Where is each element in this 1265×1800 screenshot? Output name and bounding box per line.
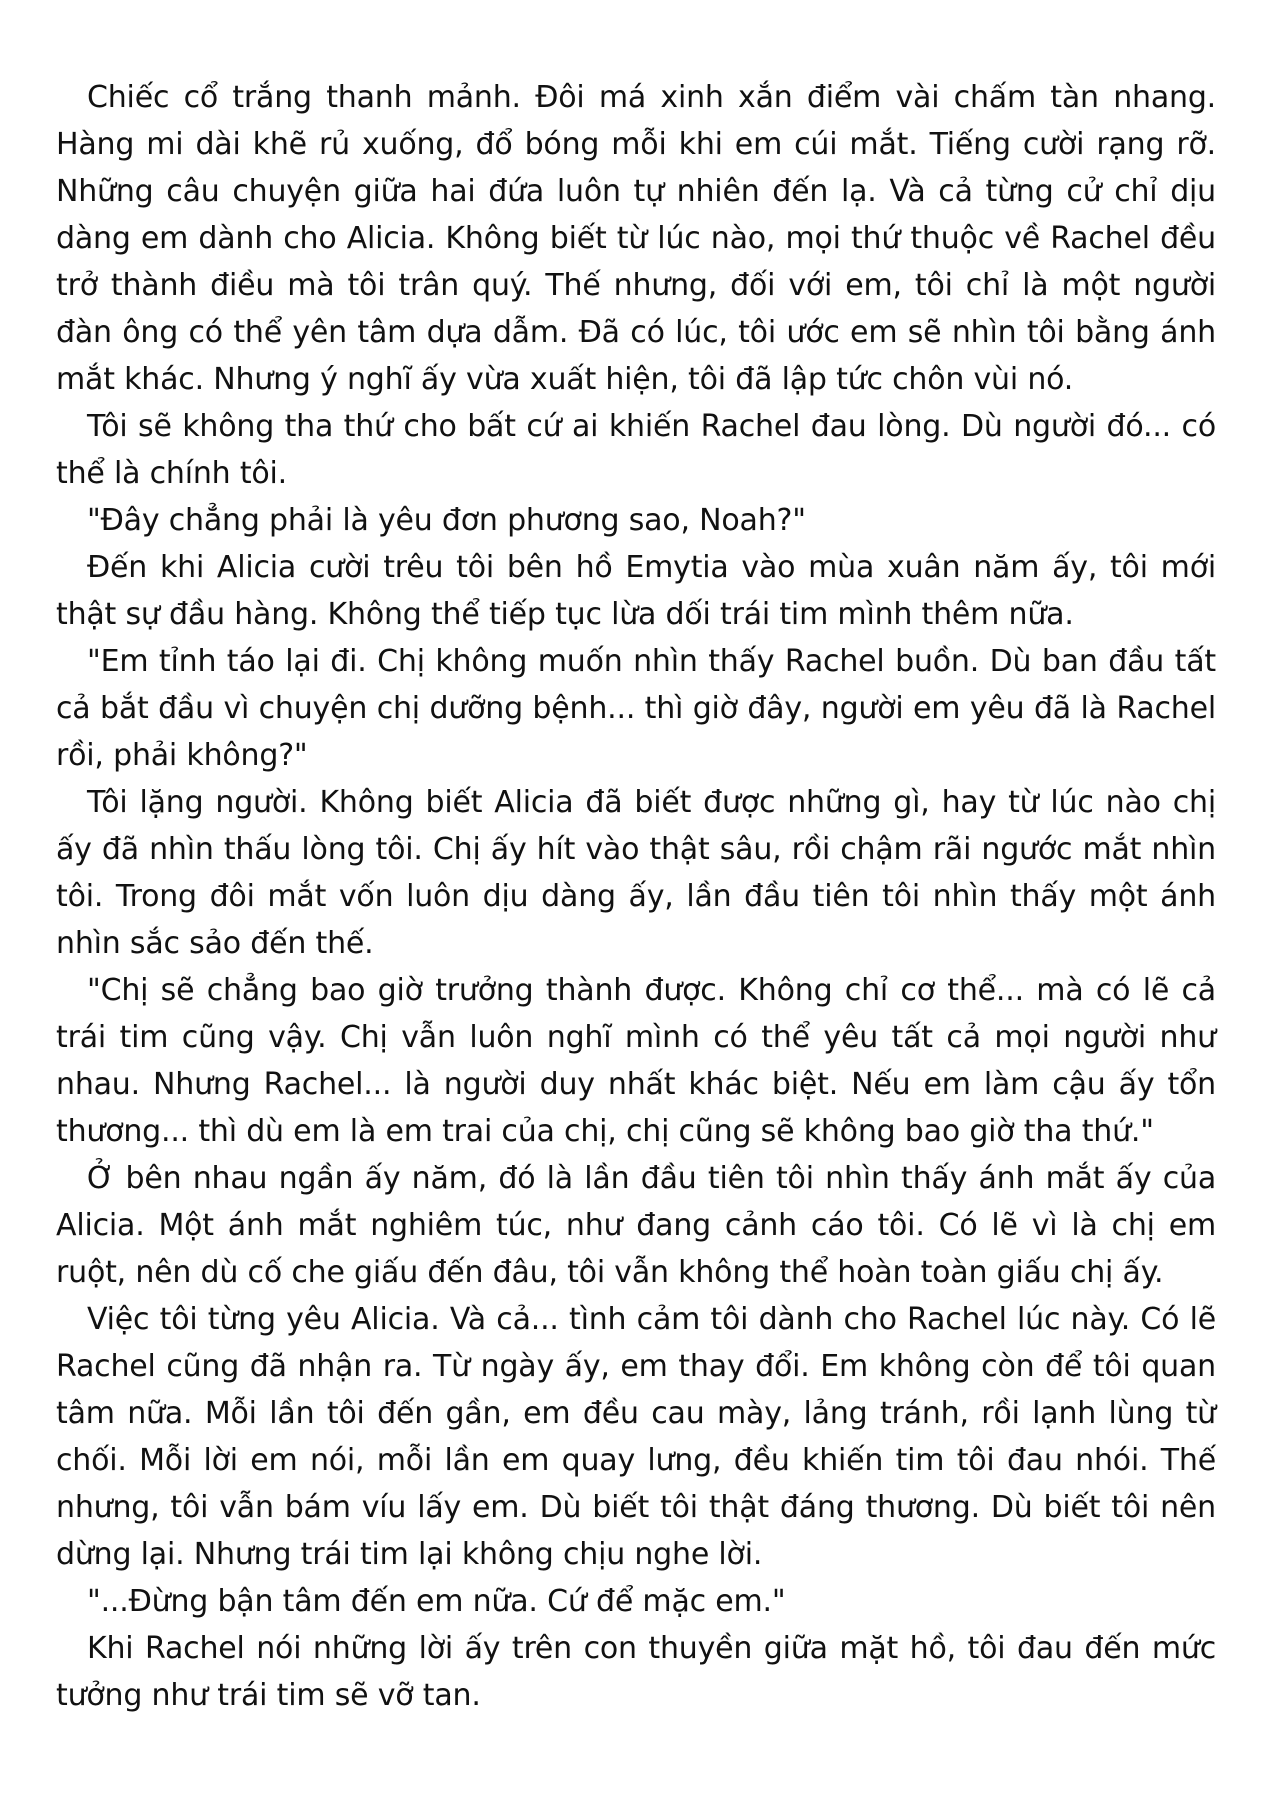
paragraph: Khi Rachel nói những lời ấy trên con thuyền giữa mặt hồ, tôi đau đến mức tưởng như trái tim sẽ vỡ tan. [56, 1631, 1216, 1713]
paragraph: Ở bên nhau ngần ấy năm, đó là lần đầu tiên tôi nhìn thấy ánh mắt ấy của Alicia. Một ánh mắt nghiêm túc, như đang cảnh cáo tôi. Có lẽ vì là chị em ruột, nên dù cố che giấu đến đâu, tôi vẫn không thể hoàn toàn giấu chị ấy. [56, 1161, 1216, 1290]
paragraph: Việc tôi từng yêu Alicia. Và cả... tình cảm tôi dành cho Rachel lúc này. Có lẽ Rachel cũng đã nhận ra. Từ ngày ấy, em thay đổi. Em không còn để tôi quan tâm nữa. Mỗi lần tôi đến gần, em đều cau mày, lảng tránh, rồi lạnh lùng từ chối. Mỗi lời em nói, mỗi lần em quay lưng, đều khiến tim tôi đau nhói. Thế nhưng, tôi vẫn bám víu lấy em. Dù biết tôi thật đáng thương. Dù biết tôi nên dừng lại. Nhưng trái tim lại không chịu nghe lời. [56, 1302, 1216, 1572]
paragraph: Tôi lặng người. Không biết Alicia đã biết được những gì, hay từ lúc nào chị ấy đã nhìn thấu lòng tôi. Chị ấy hít vào thật sâu, rồi chậm rãi ngước mắt nhìn tôi. Trong đôi mắt vốn luôn dịu dàng ấy, lần đầu tiên tôi nhìn thấy một ánh nhìn sắc sảo đến thế. [56, 785, 1216, 961]
paragraph: "Chị sẽ chẳng bao giờ trưởng thành được. Không chỉ cơ thể... mà có lẽ cả trái tim cũng vậy. Chị vẫn luôn nghĩ mình có thể yêu tất cả mọi người như nhau. Nhưng Rachel... là người duy nhất khác biệt. Nếu em làm cậu ấy tổn thương... thì dù em là em trai của chị, chị cũng sẽ không bao giờ tha thứ." [56, 973, 1216, 1149]
paragraph: Đến khi Alicia cười trêu tôi bên hồ Emytia vào mùa xuân năm ấy, tôi mới thật sự đầu hàng. Không thể tiếp tục lừa dối trái tim mình thêm nữa. [56, 550, 1216, 632]
paragraph: Chiếc cổ trắng thanh mảnh. Đôi má xinh xắn điểm vài chấm tàn nhang. Hàng mi dài khẽ rủ xuống, đổ bóng mỗi khi em cúi mắt. Tiếng cười rạng rỡ. Những câu chuyện giữa hai đứa luôn tự nhiên đến lạ. Và cả từng cử chỉ dịu dàng em dành cho Alicia. Không biết từ lúc nào, mọi thứ thuộc về Rachel đều trở thành điều mà tôi trân quý. Thế nhưng, đối với em, tôi chỉ là một người đàn ông có thể yên tâm dựa dẫm. Đã có lúc, tôi ước em sẽ nhìn tôi bằng ánh mắt khác. Nhưng ý nghĩ ấy vừa xuất hiện, tôi đã lập tức chôn vùi nó. [56, 80, 1216, 397]
paragraph: "Đây chẳng phải là yêu đơn phương sao, Noah?" [87, 503, 806, 538]
paragraph: Tôi sẽ không tha thứ cho bất cứ ai khiến Rachel đau lòng. Dù người đó... có thể là chính tôi. [56, 409, 1216, 491]
paragraph: "...Đừng bận tâm đến em nữa. Cứ để mặc em." [87, 1584, 786, 1619]
page-text [56, 74, 1216, 1719]
paragraph: "Em tỉnh táo lại đi. Chị không muốn nhìn thấy Rachel buồn. Dù ban đầu tất cả bắt đầu vì chuyện chị dưỡng bệnh... thì giờ đây, người em yêu đã là Rachel rồi, phải không?" [56, 644, 1216, 773]
